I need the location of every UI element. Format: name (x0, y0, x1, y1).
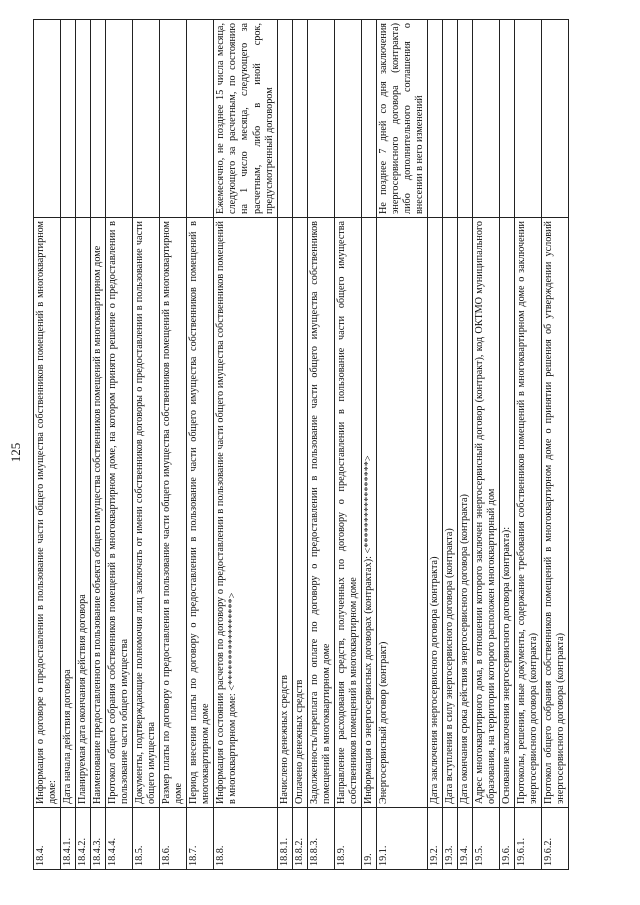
row-text: Протокол общего собрания собственников помещений в многоквартирном доме о принятии решения об утверждении условий энергосервисного договора (контракта) (542, 218, 569, 808)
row-term (106, 20, 133, 218)
row-text: Оплачено денежных средств (292, 218, 307, 808)
row-number: 18.8.1. (277, 808, 292, 870)
row-term (500, 20, 515, 218)
row-term (76, 20, 91, 218)
row-term: Ежемесячно, не позднее 15 числа месяца, следующего за расчетным, по состоянию на 1 число месяца, следующего за расчетным, либо в иной срок, предусмотренный договором (214, 20, 277, 218)
table-row (515, 20, 542, 870)
row-number: 19.4. (457, 808, 472, 870)
table-row (160, 20, 187, 870)
table-row (34, 20, 61, 870)
table-row (277, 20, 292, 870)
table-row (214, 20, 277, 870)
row-number: 19. (361, 808, 376, 870)
table-row (376, 20, 427, 870)
table-row (473, 20, 500, 870)
row-text: Размер платы по договору о предоставлении в пользование части общего имущества собственников помещений в многоквартирном доме (160, 218, 187, 808)
row-term (427, 20, 442, 218)
table-row (361, 20, 376, 870)
row-text: Основание заключения энергосервисного договора (контракта): (500, 218, 515, 808)
table-row (500, 20, 515, 870)
row-text: Документы, подтверждающие полномочия лиц заключать от имени собственников договоры о предоставлении в пользование части общего имущества (133, 218, 160, 808)
table-row (76, 20, 91, 870)
row-number: 18.4.3. (91, 808, 106, 870)
row-text: Направление расходования средств, полученных по договору о предоставлении в пользование части общего имущества собственников помещений в многоквартирном доме (334, 218, 361, 808)
row-number: 19.6.2. (542, 808, 569, 870)
row-term (334, 20, 361, 218)
row-number: 18.5. (133, 808, 160, 870)
row-text: Наименование предоставленного в пользование объекта общего имущества собственников помещений в многоквартирном доме (91, 218, 106, 808)
table-row (334, 20, 361, 870)
table-row (133, 20, 160, 870)
row-text: Информация о договоре о предоставлении в пользование части общего имущества собственников помещений в многоквартирном доме: (34, 218, 61, 808)
row-term (160, 20, 187, 218)
table-row (427, 20, 442, 870)
row-term (361, 20, 376, 218)
row-number: 18.4.1. (61, 808, 76, 870)
row-number: 18.4. (34, 808, 61, 870)
row-number: 18.4.2. (76, 808, 91, 870)
row-term (91, 20, 106, 218)
row-text: Дата окончания срока действия энергосервисного договора (контракта) (457, 218, 472, 808)
row-term (473, 20, 500, 218)
row-text: Информация о состоянии расчетов по договору о предоставлении в пользование части общего имущества собственников помещений в многоквартирном доме: <*****************> (214, 218, 277, 808)
requirements-table (33, 19, 569, 870)
row-term (542, 20, 569, 218)
row-number: 18.8.3. (307, 808, 334, 870)
row-text: Задолженность/переплата по оплате по договору о предоставлении в пользование части общего имущества собственников помещений в многоквартирном доме (307, 218, 334, 808)
row-number: 19.2. (427, 808, 442, 870)
row-term (277, 20, 292, 218)
row-number: 18.6. (160, 808, 187, 870)
row-number: 18.9. (334, 808, 361, 870)
row-term (61, 20, 76, 218)
row-text: Информация о энергосервисных договорах (контрактах): <*****************> (361, 218, 376, 808)
row-number: 19.6.1. (515, 808, 542, 870)
row-term (187, 20, 214, 218)
row-term (515, 20, 542, 218)
table-row (187, 20, 214, 870)
table-row (307, 20, 334, 870)
row-term (133, 20, 160, 218)
row-text: Планируемая дата окончания действия договора (76, 218, 91, 808)
row-term (442, 20, 457, 218)
table-row (442, 20, 457, 870)
row-text: Протокол общего собрания собственников помещений в многоквартирном доме, на котором принято решение о предоставлении в пользование части общего имущества (106, 218, 133, 808)
row-number: 19.3. (442, 808, 457, 870)
row-term: Не позднее 7 дней со дня заключения энергосервисного договора (контракта) либо дополнительного соглашения о внесении в него изменений (376, 20, 427, 218)
row-term (307, 20, 334, 218)
row-text: Дата начала действия договора (61, 218, 76, 808)
row-text: Дата вступления в силу энергосервисного договора (контракта) (442, 218, 457, 808)
row-text: Дата заключения энергосервисного договора (контракта) (427, 218, 442, 808)
row-text: Энергосервисный договор (контракт) (376, 218, 427, 808)
row-number: 18.4.4. (106, 808, 133, 870)
row-text: Начислено денежных средств (277, 218, 292, 808)
row-text: Период внесения платы по договору о предоставлении в пользование части общего имущества собственников помещений в многоквартирном доме (187, 218, 214, 808)
row-number: 18.8.2. (292, 808, 307, 870)
row-number: 18.8. (214, 808, 277, 870)
row-text: Протоколы, решения, иные документы, содержание требования собственников помещений в многоквартирном доме о заключении энергосервисного договора (контракта) (515, 218, 542, 808)
table-row (91, 20, 106, 870)
row-term (34, 20, 61, 218)
row-term (457, 20, 472, 218)
table-row (106, 20, 133, 870)
table-row (542, 20, 569, 870)
row-number: 18.7. (187, 808, 214, 870)
page-number: 125 (8, 442, 23, 463)
row-term (292, 20, 307, 218)
row-number: 19.1. (376, 808, 427, 870)
table-row (457, 20, 472, 870)
row-number: 19.6. (500, 808, 515, 870)
table-row (292, 20, 307, 870)
row-number: 19.5. (473, 808, 500, 870)
row-text: Адрес многоквартирного дома, в отношении которого заключен энергосервисный договор (контракт), код ОКТМО муниципального образования, на территории которого расположен многоквартирный дом (473, 218, 500, 808)
table-row (61, 20, 76, 870)
